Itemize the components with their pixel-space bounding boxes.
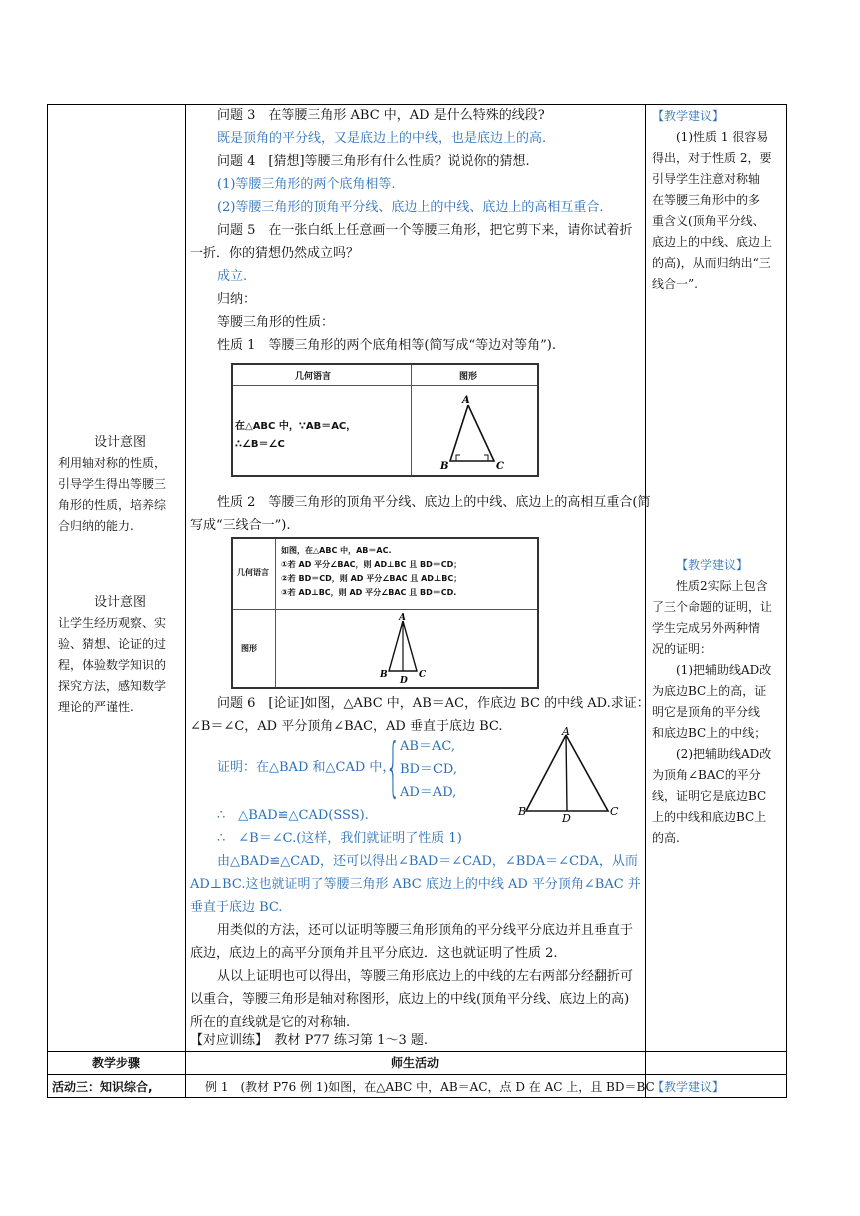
answer-4-2: (2)等腰三角形的顶角平分线、底边上的中线、底边上的高相互重合. — [217, 200, 604, 215]
proof-brace: { — [386, 731, 401, 805]
example-1-text: 例 1 (教材 P76 例 1)如图，在△ABC 中，AB＝AC，点 D 在 AC 上，且 BD＝BC — [205, 1080, 655, 1094]
properties-title: 等腰三角形的性质： — [217, 315, 335, 330]
similar-method-1: 用类似的方法，还可以证明等腰三角形顶角的平分线平分底边并且垂直于 — [217, 923, 634, 938]
table1-statement-2: ∴∠B＝∠C — [235, 439, 285, 450]
question-3: 问题 3 在等腰三角形 ABC 中，AD 是什么特殊的线段? — [217, 108, 545, 123]
header-row-top-border — [47, 1051, 787, 1052]
property-2-line-1: 性质 2 等腰三角形的顶角平分线、底边上的中线、底边上的高相互重合(简 — [217, 495, 651, 510]
teaching-tip-1-line: 底边上的中线、底边上 — [652, 235, 773, 249]
design-intent-1-line: 利用轴对称的性质， — [58, 456, 167, 470]
table-bottom-border — [47, 1097, 787, 1098]
vertex-label-a: A — [562, 727, 570, 738]
proof-condition-2: BD＝CD, — [400, 762, 458, 777]
vertex-label-b: B — [380, 670, 388, 680]
teaching-tip-2-line: 的高. — [652, 831, 680, 845]
summary-label: 归纳： — [217, 292, 257, 307]
teaching-tip-2-line: 线，证明它是底边BC — [652, 789, 767, 803]
teaching-tip-1-title: 【教学建议】 — [652, 109, 725, 123]
teaching-tip-2-line: (2)把辅助线AD改 — [676, 747, 772, 761]
table2-header-figure: 图形 — [241, 644, 257, 653]
design-intent-2-title: 设计意图 — [93, 595, 146, 610]
vertex-label-b: B — [440, 461, 449, 472]
table2-statement-1: 如图，在△ABC 中，AB＝AC. — [281, 546, 392, 555]
vertex-label-c: C — [419, 670, 427, 680]
header-row-bottom-border — [47, 1074, 787, 1075]
teaching-tip-2-line: 为底边BC上的高，证 — [652, 684, 767, 698]
property-1: 性质 1 等腰三角形的两个底角相等(简写成“等边对等角”). — [217, 338, 556, 353]
proof-step-2: ∴ ∠B＝∠C.(这样，我们就证明了性质 1) — [217, 831, 462, 846]
proof-condition-3: AD＝AD, — [400, 785, 457, 800]
angle-mark-b — [456, 455, 460, 461]
design-intent-1-line: 引导学生得出等腰三 — [58, 477, 167, 491]
table2-statement-3: ②若 BD＝CD，则 AD 平分∠BAC 且 AD⊥BC； — [281, 574, 462, 583]
property-2-table — [231, 537, 539, 689]
proof-para-3: 垂直于底边 BC. — [190, 900, 283, 915]
teaching-tip-2-line: 和底边BC上的中线； — [652, 726, 767, 740]
triangle-outline — [450, 405, 494, 461]
property-1-table — [231, 363, 539, 477]
design-intent-1-line: 角形的性质，培养综 — [58, 498, 167, 512]
table2-statement-4: ③若 AD⊥BC，则 AD 平分∠BAC 且 BD＝CD. — [281, 588, 457, 597]
table2-row-divider — [233, 609, 537, 610]
teaching-tip-2-title: 【教学建议】 — [676, 558, 749, 572]
vertex-label-d: D — [562, 812, 571, 823]
table-left-border — [47, 104, 48, 1098]
table1-header-figure: 图形 — [459, 372, 478, 382]
question-5-line-2: 一折．你的猜想仍然成立吗？ — [190, 246, 360, 261]
teaching-tip-2-line: 为顶角∠BAC的平分 — [652, 768, 761, 782]
practice-note: 【对应训练】 教材 P77 练习第 1～3 题. — [190, 1033, 428, 1048]
table1-statement-1: 在△ABC 中，∵AB＝AC， — [235, 421, 357, 432]
symmetry-2: 以重合，等腰三角形是轴对称图形，底边上的中线(顶角平分线、底边上的高) — [190, 992, 630, 1007]
question-6-line-1: 问题 6 [论证]如图，△ABC 中，AB＝AC，作底边 BC 的中线 AD.求证： — [217, 696, 650, 711]
table1-column-divider — [411, 365, 412, 475]
table-right-border — [786, 104, 787, 1098]
teaching-tip-2-line: 了三个命题的证明，让 — [652, 600, 773, 614]
design-intent-2-line: 让学生经历观察、实 — [58, 616, 167, 630]
teaching-tip-2-line: 性质2实际上包含 — [676, 579, 768, 593]
teaching-tip-1-line: 重含义(顶角平分线、 — [652, 214, 765, 228]
column-divider-1 — [185, 104, 186, 1098]
symmetry-3: 所在的直线就是它的对称轴. — [190, 1015, 351, 1030]
design-intent-1 — [58, 432, 182, 537]
header-teaching-steps: 教学步骤 — [91, 1056, 140, 1070]
teaching-tip-2-line: 况的证明： — [652, 642, 713, 656]
design-intent-1-title: 设计意图 — [93, 435, 146, 450]
table1-header-language: 几何语言 — [295, 372, 332, 382]
vertex-label-b: B — [518, 805, 527, 818]
vertex-label-a: A — [462, 395, 470, 406]
design-intent-1-line: 合归纳的能力. — [58, 519, 134, 533]
similar-method-2: 底边，底边上的高平分顶角并且平分底边．这也就证明了性质 2. — [190, 946, 558, 961]
column-divider-2 — [645, 104, 646, 1098]
teaching-tip-2-line: 上的中线和底边BC上 — [652, 810, 767, 824]
table1-header-divider — [233, 385, 537, 386]
vertex-label-c: C — [496, 461, 504, 472]
property-2-line-2: 写成“三线合一”). — [190, 518, 291, 533]
table2-header-language: 几何语言 — [237, 568, 269, 577]
question-4: 问题 4 [猜想]等腰三角形有什么性质？说说你的猜想. — [217, 154, 530, 169]
teaching-tip-2-line: 学生完成另外两种情 — [652, 621, 761, 635]
design-intent-2-line: 探究方法，感知数学 — [58, 679, 167, 693]
activity-three-label: 活动三：知识综合, — [52, 1080, 153, 1094]
teaching-tip-1-line: (1)性质 1 很容易 — [676, 130, 769, 144]
question-6-line-2: ∠B＝∠C，AD 平分顶角∠BAC，AD 垂直于底边 BC. — [190, 719, 503, 734]
teaching-tip-1-line: 线合一”. — [652, 277, 698, 291]
teaching-tip-2 — [652, 555, 782, 849]
teaching-tip-1-line: 在等腰三角形中的多 — [652, 193, 761, 207]
isosceles-triangle-figure-2 — [373, 613, 443, 685]
teaching-tip-1-line: 引导学生注意对称轴 — [652, 172, 761, 186]
vertex-label-c: C — [610, 805, 619, 818]
teaching-tip-1-line: 的高)，从而归纳出“三 — [652, 256, 771, 270]
proof-para-1: 由△BAD≌△CAD，还可以得出∠BAD＝∠CAD，∠BDA＝∠CDA，从而 — [217, 854, 638, 869]
answer-4-1: (1)等腰三角形的两个底角相等. — [217, 177, 396, 192]
answer-3: 既是顶角的平分线，又是底边上的中线，也是底边上的高. — [217, 131, 547, 146]
vertex-label-a: A — [399, 613, 406, 623]
design-intent-2-line: 程，体验数学知识的 — [58, 658, 167, 672]
proof-step-1: ∴ △BAD≌△CAD(SSS). — [217, 808, 369, 823]
design-intent-2-line: 理论的严谨性. — [58, 700, 134, 714]
angle-mark-c — [484, 455, 488, 461]
design-intent-2-line: 验、猜想、论证的过 — [58, 637, 167, 651]
vertex-label-d: D — [400, 676, 408, 685]
median-ad — [566, 735, 567, 811]
design-intent-2 — [58, 592, 182, 718]
table2-statement-2: ①若 AD 平分∠BAC，则 AD⊥BC 且 BD＝CD； — [281, 560, 462, 569]
teaching-tip-2-line: 明它是顶角的平分线 — [652, 705, 761, 719]
proof-intro: 证明：在△BAD 和△CAD 中， — [217, 760, 396, 775]
triangle-abc-median-figure — [510, 727, 620, 823]
table-top-border — [47, 104, 787, 105]
answer-5: 成立. — [217, 269, 248, 284]
teaching-tip-2-line: (1)把辅助线AD改 — [676, 663, 772, 677]
isosceles-triangle-figure-1 — [438, 393, 528, 473]
table2-column-divider — [275, 539, 276, 687]
symmetry-1: 从以上证明也可以得出，等腰三角形底边上的中线的左右两部分经翻折可 — [217, 969, 634, 984]
teaching-tip-3-title: 【教学建议】 — [652, 1080, 725, 1094]
proof-para-2: AD⊥BC.这也就证明了等腰三角形 ABC 底边上的中线 AD 平分顶角∠BAC 并 — [190, 877, 641, 892]
teaching-tip-1 — [652, 106, 782, 295]
header-activities: 师生活动 — [390, 1056, 439, 1070]
teaching-tip-1-line: 得出，对于性质 2，要 — [652, 151, 772, 165]
question-5-line-1: 问题 5 在一张白纸上任意画一个等腰三角形，把它剪下来，请你试着折 — [217, 223, 633, 238]
proof-condition-1: AB＝AC, — [400, 739, 455, 754]
